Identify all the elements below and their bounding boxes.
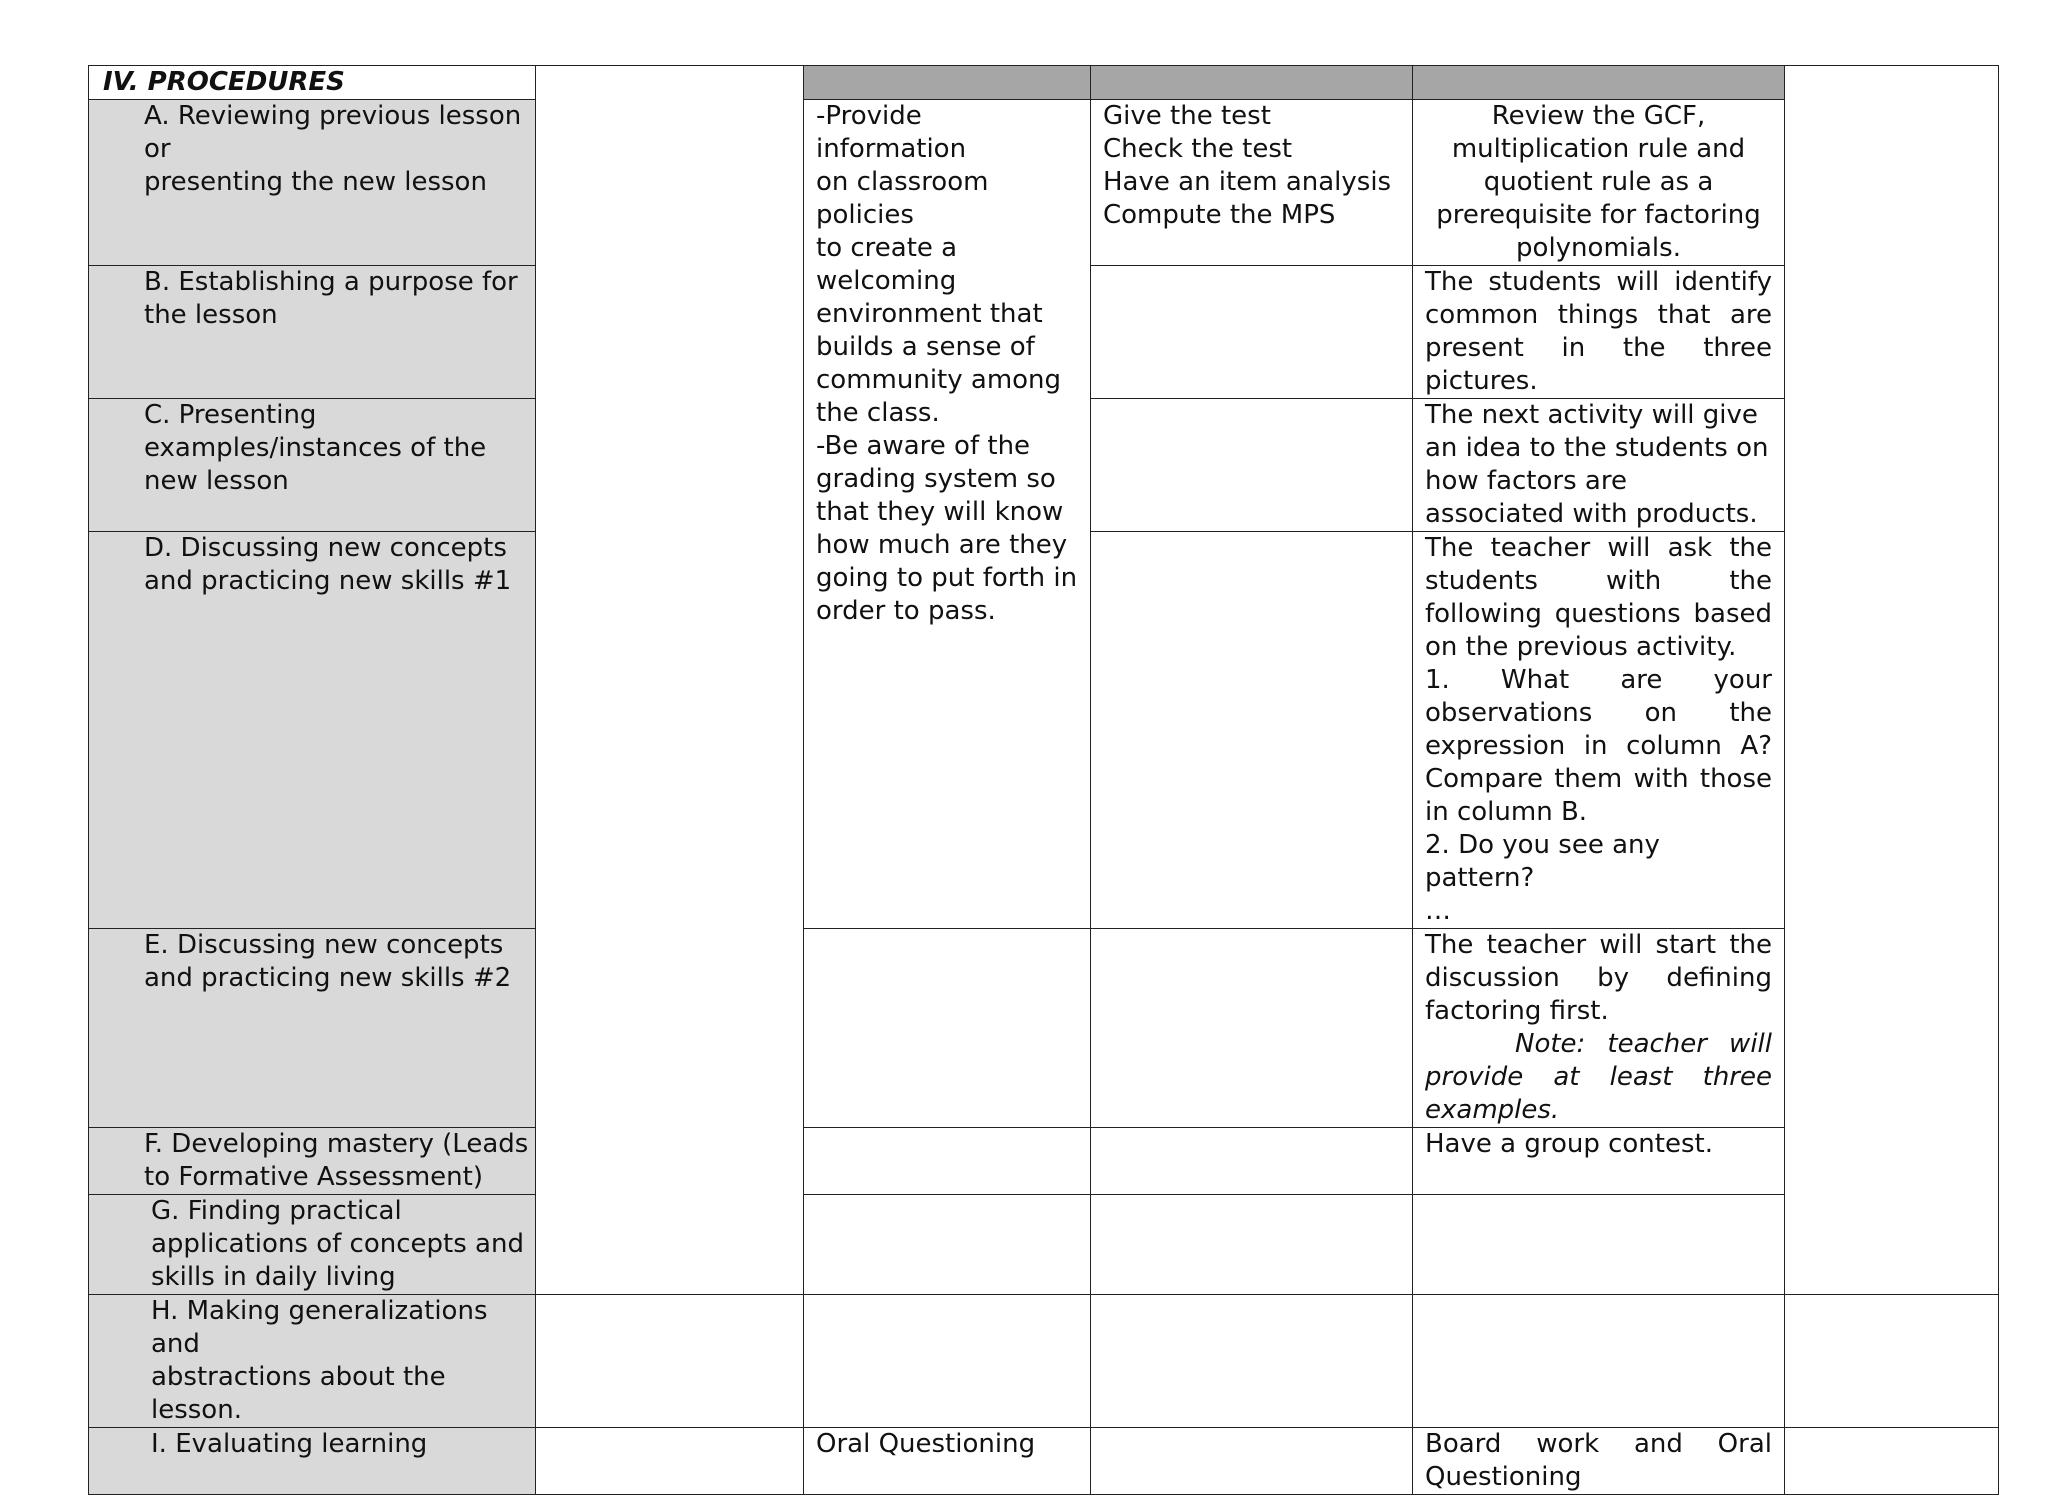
- day4-cell-g: [1413, 1195, 1785, 1295]
- day2-cell-e: [804, 929, 1091, 1128]
- day4-d-ellipsis: …: [1425, 896, 1451, 926]
- day2-header: [804, 66, 1091, 100]
- day4-e-note: Note: teacher will provide at least three examples.: [1425, 1029, 1772, 1125]
- procedures-table: [88, 65, 1999, 1495]
- day2-cell-g: [804, 1195, 1091, 1295]
- label-b: [89, 266, 536, 399]
- label-c-text: C. Presenting examples/instances of the new lesson: [144, 400, 487, 496]
- day3-header: [1091, 66, 1413, 100]
- day3-cell-i: [1091, 1428, 1413, 1495]
- day3-cell-d: [1091, 532, 1413, 929]
- label-i: [89, 1428, 536, 1495]
- day4-d-question-1: 1. What are your observations on the expression in column A? Compare them with those in column B.: [1425, 665, 1772, 827]
- day4-d-intro: The teacher will ask the students with the following questions based on the previous activity.: [1425, 533, 1772, 662]
- section-title: IV. PROCEDURES: [89, 66, 536, 100]
- row-a: [89, 100, 1999, 266]
- day3-cell-f: [1091, 1128, 1413, 1195]
- day1-cell-h: [536, 1295, 804, 1428]
- day4-cell-b: The students will identify common things that are present in the three pictures.: [1413, 266, 1785, 399]
- day4-cell-h: [1413, 1295, 1785, 1428]
- day2-cell-a-d: -Provide information on classroom policies to create a welcoming environment that builds a sense of community among the class. -Be aware of the grading system so that they will know how much are they going to put forth in order to pass.: [804, 100, 1091, 929]
- day4-cell-i: Board work and Oral Questioning: [1413, 1428, 1785, 1495]
- header-row: [89, 66, 1999, 100]
- day4-cell-a: Review the GCF, multiplication rule and quotient rule as a prerequisite for factoring polynomials.: [1413, 100, 1785, 266]
- row-e: [89, 929, 1999, 1128]
- row-g: [89, 1195, 1999, 1295]
- label-c: [89, 399, 536, 532]
- label-i-text: I. Evaluating learning: [151, 1429, 428, 1459]
- day4-cell-c: The next activity will give an idea to the students on how factors are associated with products.: [1413, 399, 1785, 532]
- label-h: [89, 1295, 536, 1428]
- day5-cell-a-g: [1785, 66, 1999, 1295]
- label-g-text: G. Finding practical applications of concepts and skills in daily living: [151, 1196, 524, 1292]
- day5-cell-i: [1785, 1428, 1999, 1495]
- label-b-text: B. Establishing a purpose for the lesson: [144, 267, 518, 330]
- label-f-text: F. Developing mastery (Leads to Formative Assessment): [144, 1129, 529, 1192]
- day4-d-question-2: 2. Do you see any pattern?: [1425, 830, 1660, 893]
- day3-cell-g: [1091, 1195, 1413, 1295]
- day2-cell-i: Oral Questioning: [804, 1428, 1091, 1495]
- day4-e-text: The teacher will start the discussion by defining factoring first.: [1425, 930, 1772, 1026]
- day3-cell-h: [1091, 1295, 1413, 1428]
- day3-cell-e: [1091, 929, 1413, 1128]
- row-h: [89, 1295, 1999, 1428]
- day2-cell-f: [804, 1128, 1091, 1195]
- day1-cell-i: [536, 1428, 804, 1495]
- label-a: [89, 100, 536, 266]
- label-h-text: H. Making generalizations and abstractions about the lesson.: [151, 1296, 488, 1425]
- day4-cell-e: [1413, 929, 1785, 1128]
- label-a-text: A. Reviewing previous lesson or presenting the new lesson: [144, 101, 522, 197]
- label-f: [89, 1128, 536, 1195]
- day2-cell-h: [804, 1295, 1091, 1428]
- day4-header: [1413, 66, 1785, 100]
- day4-cell-d: [1413, 532, 1785, 929]
- label-e: [89, 929, 536, 1128]
- label-d: [89, 532, 536, 929]
- label-g: [89, 1195, 536, 1295]
- row-f: [89, 1128, 1999, 1195]
- day4-cell-f: Have a group contest.: [1413, 1128, 1785, 1195]
- label-e-text: E. Discussing new concepts and practicing new skills #2: [144, 930, 512, 993]
- day5-cell-h: [1785, 1295, 1999, 1428]
- label-d-text: D. Discussing new concepts and practicing new skills #1: [144, 533, 512, 596]
- day3-cell-c: [1091, 399, 1413, 532]
- day3-cell-a: Give the test Check the test Have an item analysis Compute the MPS: [1091, 100, 1413, 266]
- day1-cell-a-g: [536, 66, 804, 1295]
- day3-cell-b: [1091, 266, 1413, 399]
- row-i: [89, 1428, 1999, 1495]
